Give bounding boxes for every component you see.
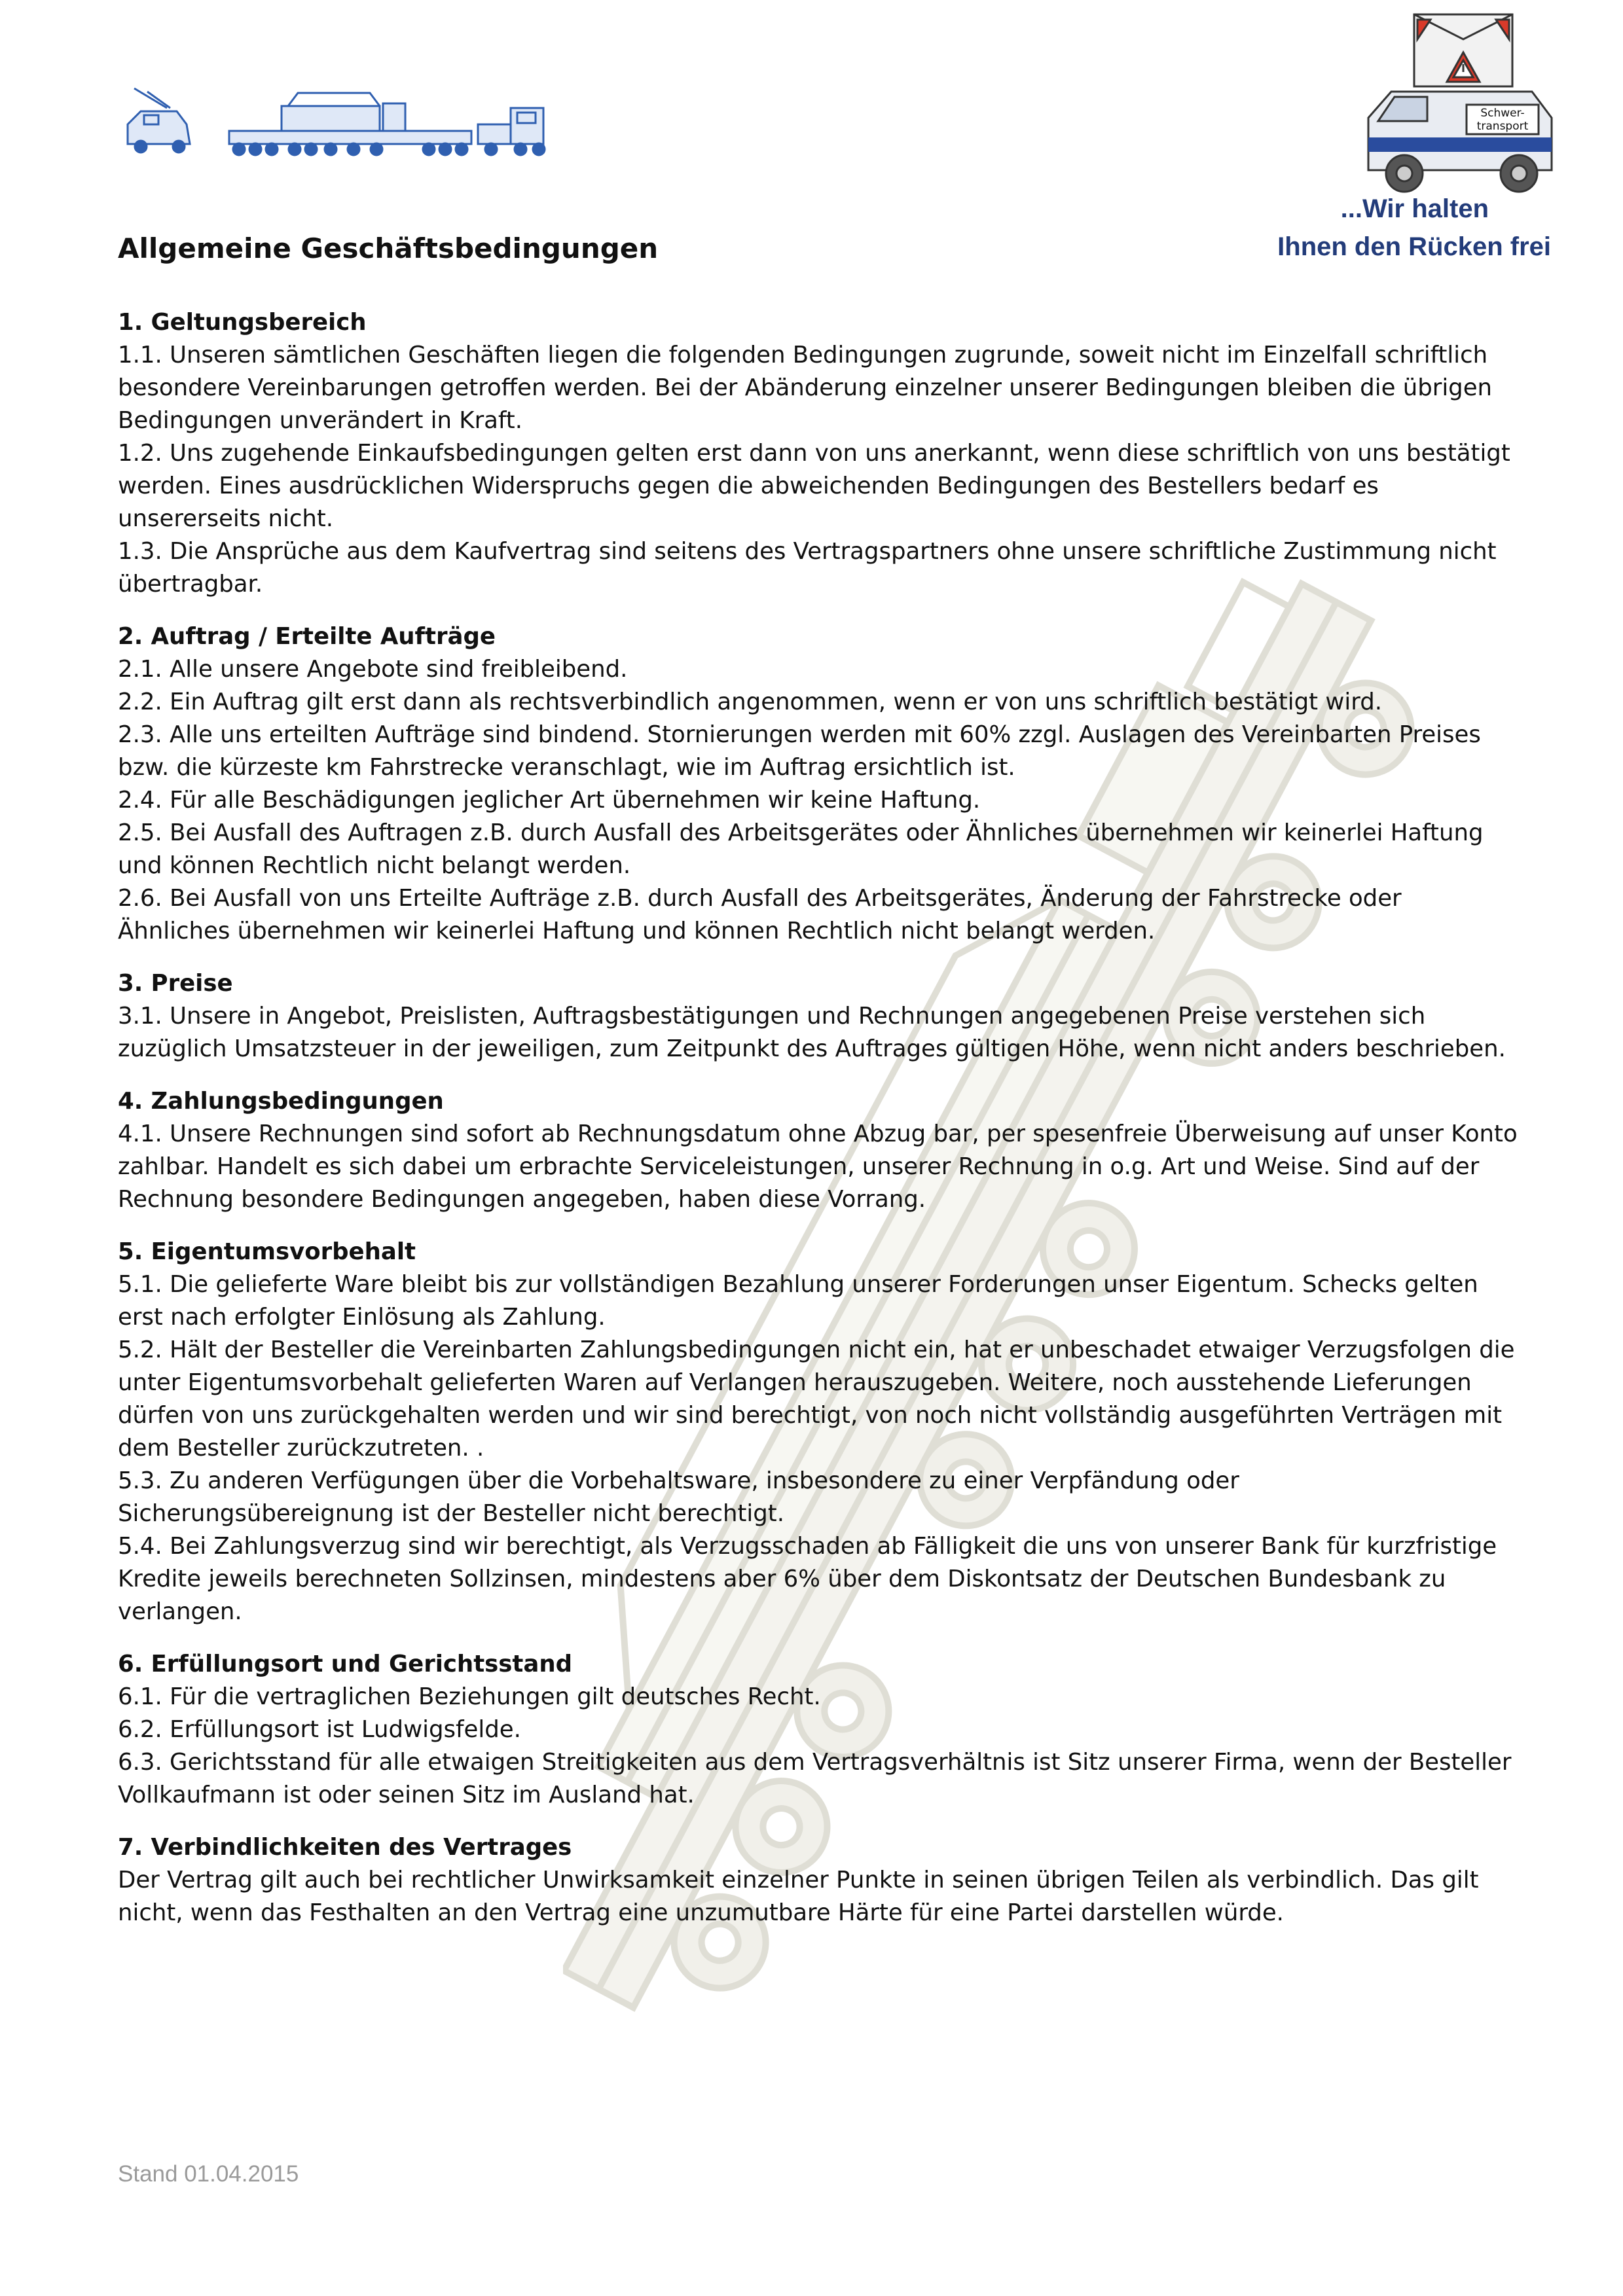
clause-paragraph: Der Vertrag gilt auch bei rechtlicher Unwirksamkeit einzelner Punkte in seinen übrigen Teilen als verbindlich. Das gilt nicht, wenn das Festhalten an den Vertrag eine unzumutbare Härte für eine Partei darstellen würde. (118, 1867, 1479, 1926)
clause-paragraph: 1.3. Die Ansprüche aus dem Kaufvertrag sind seitens des Vertragspartners ohne unsere schriftliche Zustimmung nicht übertragbar. (118, 538, 1497, 598)
van-sign-line1: Schwer- (1480, 107, 1525, 120)
section-erfuellungsort (118, 1648, 1519, 1812)
section-preise (118, 967, 1519, 1066)
section-heading: 7. Verbindlichkeiten des Vertrages (118, 1834, 572, 1861)
section-auftrag (118, 620, 1519, 948)
clause-paragraph: 6.1. Für die vertraglichen Beziehungen gilt deutsches Recht. (118, 1683, 821, 1710)
section-verbindlichkeiten (118, 1831, 1519, 1929)
section-heading: 3. Preise (118, 970, 233, 997)
escort-vehicle-logo (1355, 7, 1565, 203)
clause-paragraph: 5.1. Die gelieferte Ware bleibt bis zur vollständigen Bezahlung unserer Forderungen unser Eigentum. Schecks gelten erst nach erfolgter Einlösung als Zahlung. (118, 1271, 1478, 1331)
section-heading: 4. Zahlungsbedingungen (118, 1088, 444, 1115)
section-zahlungsbedingungen (118, 1085, 1519, 1216)
slogan-line2: Ihnen den Rücken frei (1277, 232, 1551, 261)
company-logo-vehicles (121, 79, 566, 164)
clause-paragraph: 2.2. Ein Auftrag gilt erst dann als rechtsverbindlich angenommen, wenn er von uns schriftlich bestätigt wird. (118, 689, 1383, 715)
document-title: Allgemeine Geschäftsbedingungen (118, 232, 659, 264)
section-geltungsbereich (118, 306, 1519, 601)
clause-paragraph: 2.3. Alle uns erteilten Aufträge sind bindend. Stornierungen werden mit 60% zzgl. Auslagen des Vereinbarten Preises bzw. die kürzeste km Fahrstrecke veranschlagt, wie im Auftrag ersichtlich ist. (118, 721, 1481, 781)
clause-paragraph: 6.2. Erfüllungsort ist Ludwigsfelde. (118, 1716, 521, 1743)
slogan-line1: ...Wir halten (1340, 194, 1489, 223)
clause-paragraph: 5.3. Zu anderen Verfügungen über die Vorbehaltsware, insbesondere zu einer Verpfändung oder Sicherungsübereignung ist der Besteller nicht berechtigt. (118, 1467, 1239, 1527)
clause-paragraph: 4.1. Unsere Rechnungen sind sofort ab Rechnungsdatum ohne Abzug bar, per spesenfreie Überweisung auf unser Konto zahlbar. Handelt es sich dabei um erbrachte Serviceleistungen, unserer Rechnung in o.g. Art und Weise. Sind auf der Rechnung besondere Bedingungen angegeben, haben diese Vorrang. (118, 1121, 1518, 1213)
company-slogan (1277, 190, 1551, 266)
clause-paragraph: 2.5. Bei Ausfall des Auftragen z.B. durch Ausfall des Arbeitsgerätes oder Ähnliches übernehmen wir keinerlei Haftung und können Rechtlich nicht belangt werden. (118, 819, 1484, 879)
clause-paragraph: 2.6. Bei Ausfall von uns Erteilte Aufträge z.B. durch Ausfall des Arbeitsgerätes, Änderung der Fahrstrecke oder Ähnliches übernehmen wir keinerlei Haftung und können Rechtlich nicht belangt werden. (118, 885, 1402, 944)
terms-body (118, 306, 1519, 1949)
section-heading: 6. Erfüllungsort und Gerichtsstand (118, 1651, 573, 1677)
clause-paragraph: 6.3. Gerichtsstand für alle etwaigen Streitigkeiten aus dem Vertragsverhältnis ist Sitz unserer Firma, wenn der Besteller Vollkaufmann ist oder seinen Sitz im Ausland hat. (118, 1749, 1512, 1808)
section-heading: 2. Auftrag / Erteilte Aufträge (118, 623, 496, 650)
clause-paragraph: 2.4. Für alle Beschädigungen jeglicher Art übernehmen wir keine Haftung. (118, 787, 981, 814)
footer-date: Stand 01.04.2015 (118, 2161, 299, 2187)
clause-paragraph: 1.2. Uns zugehende Einkaufsbedingungen gelten erst dann von uns anerkannt, wenn diese schriftlich von uns bestätigt werden. Eines ausdrücklichen Widerspruchs gegen die abweichenden Bedingungen des Bestellers bedarf es unsererseits nicht. (118, 440, 1510, 532)
clause-paragraph: 2.1. Alle unsere Angebote sind freibleibend. (118, 656, 628, 683)
van-sign-line2: transport (1476, 120, 1529, 133)
section-heading: 1. Geltungsbereich (118, 309, 367, 336)
section-heading: 5. Eigentumsvorbehalt (118, 1238, 416, 1265)
clause-paragraph: 5.4. Bei Zahlungsverzug sind wir berechtigt, als Verzugsschaden ab Fälligkeit die uns von unserer Bank für kurzfristige Kredite jeweils berechneten Sollzinsen, mindestens aber 6% über dem Diskontsatz der Deutschen Bundesbank zu verlangen. (118, 1533, 1497, 1625)
clause-paragraph: 1.1. Unseren sämtlichen Geschäften liegen die folgenden Bedingungen zugrunde, soweit nicht im Einzelfall schriftlich besondere Vereinbarungen getroffen werden. Bei der Abänderung einzelner unserer Bedingungen bleiben die übrigen Bedingungen unverändert in Kraft. (118, 342, 1493, 434)
clause-paragraph: 3.1. Unsere in Angebot, Preislisten, Auftragsbestätigungen und Rechnungen angegebenen Preise verstehen sich zuzüglich Umsatzsteuer in der jeweiligen, zum Zeitpunkt des Auftrages gültigen Höhe, wenn nicht anders beschrieben. (118, 1003, 1506, 1062)
section-eigentumsvorbehalt (118, 1236, 1519, 1628)
clause-paragraph: 5.2. Hält der Besteller die Vereinbarten Zahlungsbedingungen nicht ein, hat er unbeschadet etwaiger Verzugsfolgen die unter Eigentumsvorbehalt gelieferten Waren auf Verlangen herauszugeben. Weitere, noch ausstehende Lieferungen dürfen von uns zurückgehalten werden und wir sind berechtigt, von noch nicht vollständig ausgeführten Verträgen mit dem Besteller zurückzutreten. . (118, 1336, 1515, 1462)
